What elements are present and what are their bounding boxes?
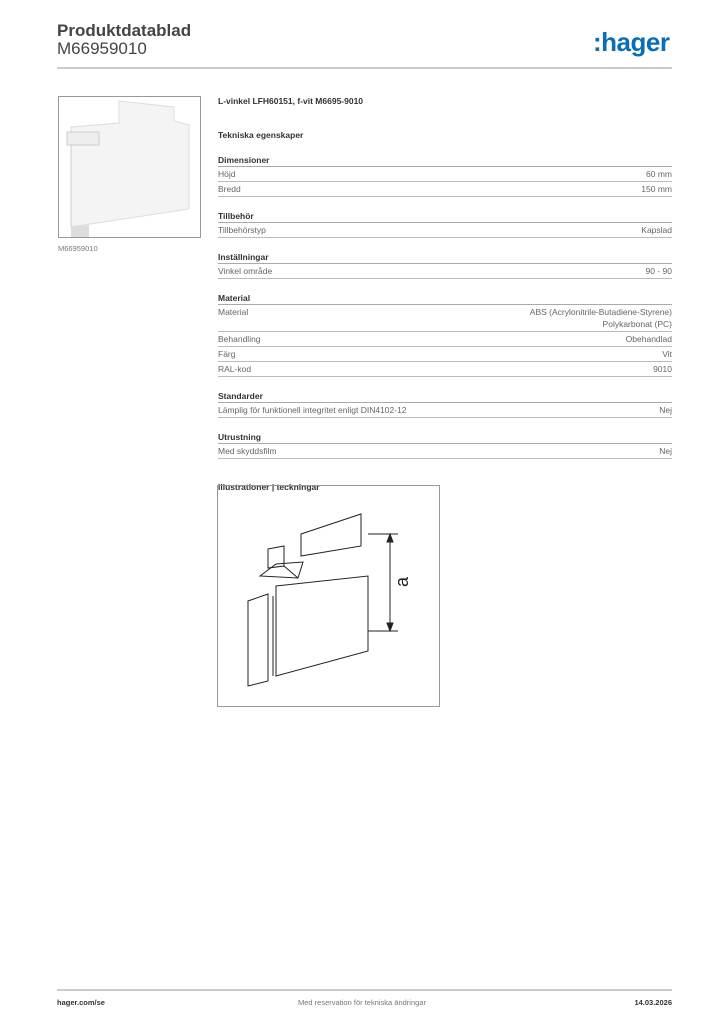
spec-label: Höjd [218, 169, 236, 179]
spec-row [218, 362, 672, 377]
spec-label: Färg [218, 349, 236, 359]
spec-label: Tillbehörstyp [218, 225, 266, 235]
spec-value [653, 363, 672, 375]
footer-website[interactable]: hager.com/se [57, 998, 105, 1007]
spec-section [218, 292, 672, 377]
spec-value-text: Kapslad [641, 225, 672, 235]
spec-label: Vinkel område [218, 266, 273, 276]
footer-date: 14.03.2026 [634, 998, 672, 1007]
spec-value-text: ABS (Acrylonitrile-Butadiene-Styrene) [529, 307, 672, 317]
spec-value [641, 183, 672, 195]
hager-logo: :hager [593, 27, 670, 57]
product-photo [58, 96, 201, 238]
spec-row [218, 167, 672, 182]
spec-value-text-2: Polykarbonat (PC) [602, 319, 672, 329]
spec-value [626, 333, 672, 345]
footer-divider [57, 989, 672, 991]
spec-value [646, 168, 672, 180]
spec-row [218, 347, 672, 362]
spec-section [218, 390, 672, 418]
product-code: M66959010 [57, 39, 147, 58]
spec-section [218, 431, 672, 459]
technical-drawing [217, 485, 440, 707]
product-title: L-vinkel LFH60151, f-vit M6695-9010 [218, 96, 364, 106]
spec-label: RAL-kod [218, 364, 252, 374]
footer-disclaimer: Med reservation för tekniska ändringar [298, 998, 426, 1007]
spec-label: Med skyddsfilm [218, 446, 277, 456]
spec-row [218, 182, 672, 197]
section-heading: Tillbehör [218, 210, 672, 223]
spec-value-text: 9010 [653, 364, 672, 374]
spec-row [218, 305, 672, 332]
spec-row [218, 403, 672, 418]
spec-value-text: 60 mm [646, 169, 672, 179]
spec-panel [218, 96, 672, 492]
spec-value-text: Vit [662, 349, 672, 359]
section-heading: Inställningar [218, 251, 672, 264]
spec-row [218, 223, 672, 238]
spec-value-text: Nej [659, 446, 672, 456]
tech-heading: Tekniska egenskaper [218, 130, 304, 140]
spec-value [659, 404, 672, 416]
spec-value [659, 445, 672, 457]
spec-row [218, 332, 672, 347]
spec-value-text: Nej [659, 405, 672, 415]
spec-label: Lämplig för funktionell integritet enligt DIN4102-12 [218, 405, 407, 415]
spec-value-text: 150 mm [641, 184, 672, 194]
spec-value [641, 224, 672, 236]
spec-row [218, 264, 672, 279]
page-title: Produktdatablad [57, 21, 192, 40]
spec-section [218, 210, 672, 238]
spec-value [530, 306, 672, 330]
illustrations-heading: Illustrationer | teckningar [218, 482, 320, 492]
spec-label: Behandling [218, 334, 261, 344]
spec-section [218, 251, 672, 279]
section-heading: Material [218, 292, 672, 305]
spec-value [662, 348, 672, 360]
section-heading: Dimensioner [218, 154, 672, 167]
header-divider [57, 67, 672, 69]
photo-caption: M66959010 [58, 244, 98, 253]
spec-label: Material [218, 307, 249, 317]
dimension-label: a [392, 576, 412, 588]
section-heading: Standarder [218, 390, 672, 403]
section-heading: Utrustning [218, 431, 672, 444]
spec-value-text: Obehandlad [625, 334, 672, 344]
spec-label: Bredd [218, 184, 241, 194]
spec-value-text: 90 - 90 [645, 266, 672, 276]
spec-value [646, 265, 672, 277]
spec-section [218, 154, 672, 197]
spec-row [218, 444, 672, 459]
